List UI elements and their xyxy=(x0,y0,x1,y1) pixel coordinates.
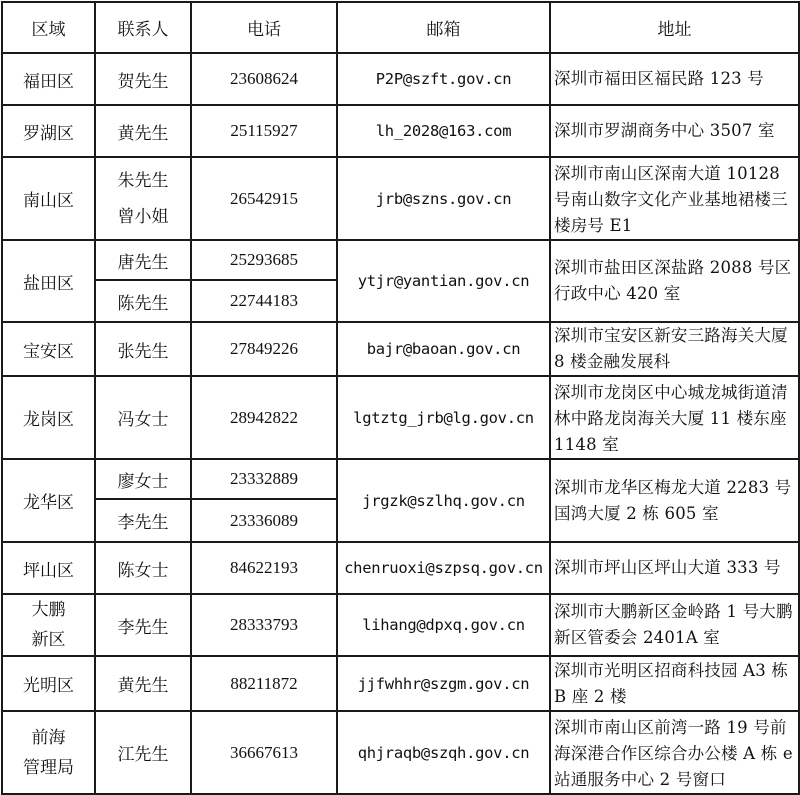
header-row xyxy=(2,2,799,53)
region-line: 新区 xyxy=(31,630,66,650)
contact-name: 曾小姐 xyxy=(117,206,169,227)
region-cell: 福田区 xyxy=(2,53,95,105)
phone-cell: 27849226 xyxy=(191,322,337,376)
header-contact: 联系人 xyxy=(95,2,191,53)
region-cell xyxy=(2,594,95,656)
contact-cell: 李先生 xyxy=(95,499,191,542)
email-link[interactable]: bajr@baoan.gov.cn xyxy=(337,322,550,376)
region-cell: 宝安区 xyxy=(2,322,95,376)
table-row xyxy=(2,656,799,711)
header-email: 邮箱 xyxy=(337,2,550,53)
contact-cell: 冯女士 xyxy=(95,376,191,459)
contact-cell: 张先生 xyxy=(95,322,191,376)
region-cell: 龙华区 xyxy=(2,459,95,542)
email-link[interactable]: lgtztg_jrb@lg.gov.cn xyxy=(337,376,550,459)
contact-cell: 贺先生 xyxy=(95,53,191,105)
email-link[interactable]: jrb@szns.gov.cn xyxy=(337,157,550,240)
contact-cell xyxy=(95,157,191,240)
address-cell: 深圳市坪山区坪山大道 333 号 xyxy=(550,542,799,594)
table-row xyxy=(2,459,799,499)
table-row xyxy=(2,376,799,459)
contact-cell: 江先生 xyxy=(95,711,191,794)
contact-cell: 黄先生 xyxy=(95,656,191,711)
contact-cell: 廖女士 xyxy=(95,459,191,499)
table-row xyxy=(2,157,799,240)
address-cell: 深圳市大鹏新区金岭路 1 号大鹏新区管委会 2401A 室 xyxy=(550,594,799,656)
table-row xyxy=(2,711,799,794)
table-row xyxy=(2,53,799,105)
region-cell: 南山区 xyxy=(2,157,95,240)
email-link[interactable]: lihang@dpxq.gov.cn xyxy=(337,594,550,656)
address-cell: 深圳市宝安区新安三路海关大厦 8 楼金融发展科 xyxy=(550,322,799,376)
phone-cell: 84622193 xyxy=(191,542,337,594)
email-link[interactable]: jjfwhhr@szgm.gov.cn xyxy=(337,656,550,711)
header-phone: 电话 xyxy=(191,2,337,53)
address-cell: 深圳市龙岗区中心城龙城街道清林中路龙岗海关大厦 11 楼东座 1148 室 xyxy=(550,376,799,459)
address-cell: 深圳市光明区招商科技园 A3 栋 B 座 2 楼 xyxy=(550,656,799,711)
email-link[interactable]: P2P@szft.gov.cn xyxy=(337,53,550,105)
phone-cell: 25293685 xyxy=(191,240,337,280)
address-cell: 深圳市盐田区深盐路 2088 号区行政中心 420 室 xyxy=(550,240,799,322)
table-row xyxy=(2,594,799,656)
table-row xyxy=(2,240,799,280)
email-link[interactable]: chenruoxi@szpsq.gov.cn xyxy=(337,542,550,594)
email-link[interactable]: jrgzk@szlhq.gov.cn xyxy=(337,459,550,542)
email-link[interactable]: ytjr@yantian.gov.cn xyxy=(337,240,550,322)
phone-cell: 28333793 xyxy=(191,594,337,656)
region-cell: 龙岗区 xyxy=(2,376,95,459)
region-cell: 光明区 xyxy=(2,656,95,711)
phone-cell: 22744183 xyxy=(191,280,337,322)
phone-cell: 36667613 xyxy=(191,711,337,794)
address-cell: 深圳市龙华区梅龙大道 2283 号国鸿大厦 2 栋 605 室 xyxy=(550,459,799,542)
region-line: 大鹏 xyxy=(31,600,66,620)
address-cell: 深圳市福田区福民路 123 号 xyxy=(550,53,799,105)
contact-name: 朱先生 xyxy=(117,170,169,191)
address-cell: 深圳市罗湖商务中心 3507 室 xyxy=(550,105,799,157)
region-cell: 罗湖区 xyxy=(2,105,95,157)
contact-cell: 陈先生 xyxy=(95,280,191,322)
table-row xyxy=(2,542,799,594)
address-cell: 深圳市南山区深南大道 10128 号南山数字文化产业基地裙楼三楼房号 E1 xyxy=(550,157,799,240)
contact-table xyxy=(1,1,800,795)
table-row xyxy=(2,322,799,376)
region-cell xyxy=(2,711,95,794)
header-region: 区域 xyxy=(2,2,95,53)
email-link[interactable]: qhjraqb@szqh.gov.cn xyxy=(337,711,550,794)
contact-cell: 黄先生 xyxy=(95,105,191,157)
phone-cell: 28942822 xyxy=(191,376,337,459)
email-link[interactable]: lh_2028@163.com xyxy=(337,105,550,157)
phone-cell: 88211872 xyxy=(191,656,337,711)
phone-cell: 25115927 xyxy=(191,105,337,157)
contact-cell: 李先生 xyxy=(95,594,191,656)
region-cell: 盐田区 xyxy=(2,240,95,322)
contact-cell: 陈女士 xyxy=(95,542,191,594)
phone-cell: 23336089 xyxy=(191,499,337,542)
address-cell: 深圳市南山区前湾一路 19 号前海深港合作区综合办公楼 A 栋 e 站通服务中心 2 号窗口 xyxy=(550,711,799,794)
phone-cell: 23608624 xyxy=(191,53,337,105)
header-address: 地址 xyxy=(550,2,799,53)
contact-cell: 唐先生 xyxy=(95,240,191,280)
phone-cell: 23332889 xyxy=(191,459,337,499)
region-line: 管理局 xyxy=(23,757,74,778)
region-line: 前海 xyxy=(31,727,66,748)
region-cell: 坪山区 xyxy=(2,542,95,594)
table-row xyxy=(2,105,799,157)
phone-cell: 26542915 xyxy=(191,157,337,240)
